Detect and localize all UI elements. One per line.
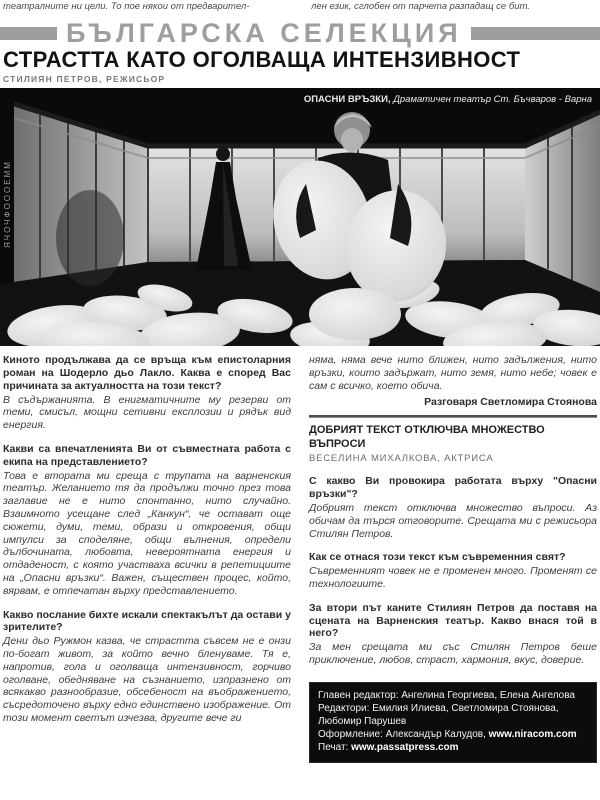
photo-caption-detail: Драматичен театър Ст. Бъчваров - Варна: [390, 94, 592, 106]
production-photo: [0, 88, 600, 346]
banner-bar-right: [471, 27, 600, 40]
section2-person: ВЕСЕЛИНА МИХАЛКОВА, АКТРИСА: [309, 452, 494, 464]
photo-caption-title: ОПАСНИ ВРЪЗКИ,: [303, 94, 391, 106]
section-banner-title: БЪЛГАРСКА СЕЛЕКЦИЯ: [66, 17, 462, 48]
masthead-line-design: [318, 728, 588, 741]
masthead-print-label: Печат:: [318, 742, 352, 754]
section-divider: [309, 415, 597, 418]
question-4: С какво Ви провокира работата върху "Опасни връзки"?: [309, 475, 597, 501]
top-left-fragment: театралните ни цели. То пое някои от предварител-: [3, 2, 250, 12]
answer-4: Добрият текст отключва множество въпроси. Аз обичам да търся отговорите. Срещата ми с режисьора Стилян Петров.: [309, 501, 597, 540]
production-photo-art: [0, 88, 600, 346]
top-right-fragment: лен език, сглобен от парчета разпадащ се бит.: [311, 2, 530, 12]
question-1: Киното продължава да се връща към епистоларния роман на Шодерло дьо Лакло. Каква е според Вас причината за актуалността на този текст?: [3, 354, 291, 392]
answer-6: За мен срещата ми със Стилян Петров беше приключение, любов, страст, хармония, вкус, доверие.: [309, 641, 597, 666]
right-column: [309, 351, 597, 762]
interviewer-byline: Разговаря Светломира Стоянова: [424, 395, 597, 408]
masthead-line-print: [318, 741, 588, 754]
answer-1: В съдържанията. В енигматичните му резерви от теми, смисъл, мощни сетивни експлозии и рядък вид енергия.: [3, 393, 291, 432]
question-2: Какви са впечатленията Ви от съвместната работа с екипа на представлението?: [3, 443, 291, 468]
photo-credit-vertical: ЯЧОЧФОООЕММ: [3, 160, 12, 249]
section2-heading: ДОБРИЯТ ТЕКСТ ОТКЛЮЧВА МНОЖЕСТВО ВЪПРОСИ: [309, 424, 545, 450]
banner-bar-left: [0, 27, 57, 40]
masthead-design-label: Оформление: Александър Калудов,: [318, 729, 489, 741]
question-5: Как се отнася този текст към съвременния свят?: [309, 551, 566, 564]
article-headline: СТРАСТТА КАТО ОГОЛВАЩА ИНТЕНЗИВНОСТ: [3, 47, 521, 73]
masthead-print-url: www.passatpress.com: [351, 742, 459, 754]
answer-3-part1: Дени дьо Ружмон казва, че страстта съвсем не е онзи по-богат живот, за който вечно бленуваме. Тя е, напротив, гола и оголваща интензивност, горчиво оголване, обедняване на съзнанието, изпразнено от всякакво разнообразие, обсебеност на въображението, съсредоточено върху едно единствено изображение. От този момент светът изчезва, другите вече ги: [3, 635, 291, 724]
left-column: [3, 351, 291, 762]
answer-5: Съвременният човек не е променен много. Променят се технологиите.: [309, 565, 597, 590]
article-columns: [0, 346, 600, 762]
masthead-line-editors: Редактори: Емилия Илиева, Светломира Стоянова, Любомир Парушев: [318, 702, 559, 728]
masthead-design-url: www.niracom.com: [488, 729, 577, 741]
photo-caption: [304, 94, 592, 105]
article-kicker: СТИЛИЯН ПЕТРОВ, РЕЖИСЬОР: [3, 74, 166, 85]
question-3: Какво послание бихте искали спектакълът да остави у зрителите?: [3, 608, 291, 634]
section-banner: [0, 17, 600, 48]
question-6: За втори път каните Стилиян Петров да поставя на сцената на Варненския театър. Какво внася той в него?: [309, 601, 597, 640]
top-text-strip: [0, 0, 600, 14]
answer-3-part2: няма, няма вече нито ближен, нито задължения, нито връзки, които задържат, нито земя, нито небе; човек е сам с всичко, което обича.: [309, 354, 597, 392]
masthead-line-editors-chief: Главен редактор: Ангелина Георгиева, Елена Ангелова: [318, 689, 575, 701]
answer-2: Това е втората ми среща с трупата на варненския театър. Желанието тя да продължи точно през това заглавие не е нито спонтанно, нито случайно. Взаимното усещане след „Канкун“, че остават още сюжети, думи, теми, образи и откровения, общи импулси за споделяне, общи вълнения, определи дълбочината, любовта, невероятната енергия и отдаденост, с която участваха всички в репетициите на „Опасни връзки“. Важен, съществен процес, който, вярвам, е отпечатан върху представлението.: [3, 469, 291, 597]
masthead-box: [309, 682, 597, 763]
